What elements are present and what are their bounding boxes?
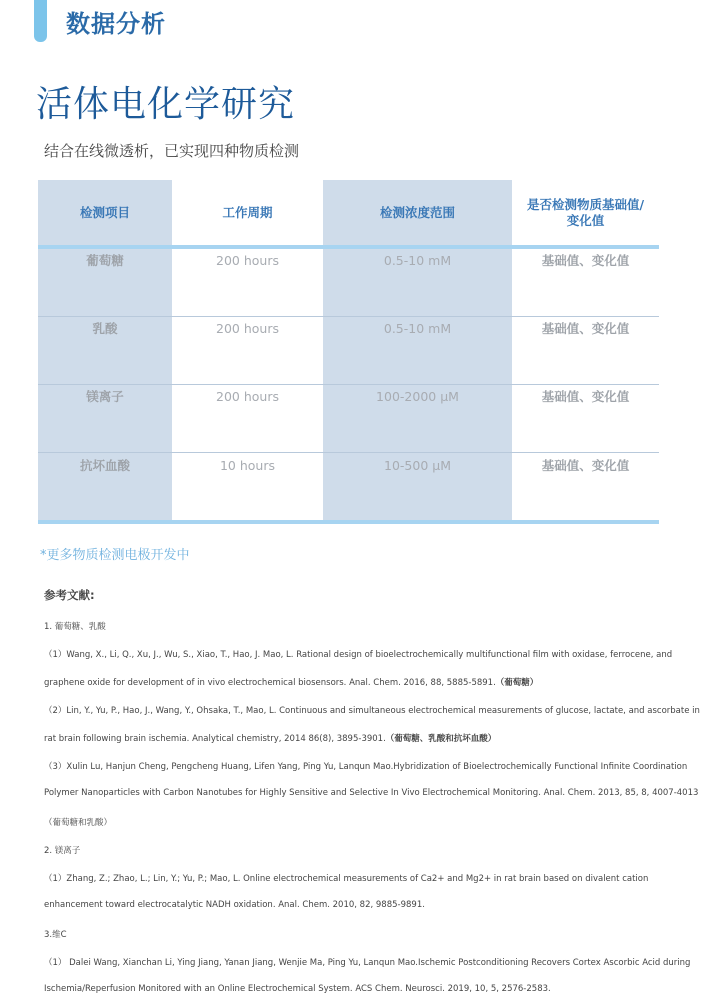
table-cell: 0.5-10 mM [383, 252, 452, 268]
table-cell: 葡萄糖 [86, 253, 124, 268]
reference-line: （1）Zhang, Z.; Zhao, L.; Lin, Y.; Yu, P.; Mao, L. Online electrochemical measurements of Ca2+ and Mg2+ in rat brain based on divalent cation [44, 874, 649, 884]
table-cell: 0.5-10 mM [383, 320, 452, 336]
table-header-baseline: 是否检测物质基础值/ 变化值 [526, 197, 645, 228]
table-cell: 基础值、变化值 [541, 253, 630, 268]
table-header-item: 检测项目 [79, 205, 130, 220]
table-cell: 200 hours [216, 320, 279, 336]
table-cell: 10 hours [219, 457, 276, 473]
table-cell: 抗坏血酸 [79, 458, 130, 473]
reference-line: （3）Xulin Lu, Hanjun Cheng, Pengcheng Huang, Lifen Yang, Ping Yu, Lanqun Mao.Hybridization of Bioelectrochemically Functional Infinite Coordination [44, 762, 688, 772]
table-cell: 乳酸 [92, 321, 118, 336]
page-subtitle: 结合在线微透析，已实现四种物质检测 [44, 142, 300, 160]
table-cell: 200 hours [216, 388, 279, 404]
page-title: 活体电化学研究 [36, 84, 296, 125]
reference-text: rat brain following brain ischemia. Analytical chemistry, 2014 86(8), 3895-3901. [44, 734, 386, 744]
table-bottom-border [38, 520, 659, 524]
table-cell: 10-500 μM [384, 457, 451, 473]
reference-tag: （葡萄糖） [495, 678, 539, 688]
table-cell: 镁离子 [86, 389, 124, 404]
table-header-range: 检测浓度范围 [379, 205, 455, 220]
table-row-divider [38, 452, 659, 453]
reference-line: （1）Wang, X., Li, Q., Xu, J., Wu, S., Xiao, T., Hao, J. Mao, L. Rational design of bioelectrochemically multifunctional film with oxidase, ferrocene, and [44, 650, 673, 660]
table-cell: 200 hours [216, 252, 279, 268]
development-note: *更多物质检测电极开发中 [40, 548, 190, 563]
reference-tag: （葡萄糖、乳酸和抗坏血酸） [385, 734, 497, 744]
table-cell: 基础值、变化值 [541, 458, 630, 473]
table-row-divider [38, 384, 659, 385]
section-title: 数据分析 [66, 10, 166, 38]
reference-line [44, 732, 496, 744]
reference-line: Polymer Nanoparticles with Carbon Nanotubes for Highly Sensitive and Selective In Vivo Electrochemical Monitoring. Anal. Chem. 2013, 85, 8, 4007-4013 [44, 788, 699, 798]
reference-tag: （葡萄糖和乳酸） [44, 818, 113, 828]
table-cell: 基础值、变化值 [541, 389, 630, 404]
table-row-divider [38, 316, 659, 317]
reference-line [44, 676, 538, 688]
table-cell: 100-2000 μM [376, 388, 459, 404]
header-accent-bar [34, 0, 47, 42]
reference-line: Ischemia/Reperfusion Monitored with an Online Electrochemical System. ACS Chem. Neurosci. 2019, 10, 5, 2576-2583. [44, 984, 551, 994]
table-header-divider [38, 245, 659, 249]
reference-group-label: 1. 葡萄糖、乳酸 [44, 622, 106, 632]
reference-line: （1） Dalei Wang, Xianchan Li, Ying Jiang, Yanan Jiang, Wenjie Ma, Ping Yu, Lanqun Mao.Ischemic Postconditioning Recovers Cortex Ascorbic Acid during [44, 958, 691, 968]
table-header-period: 工作周期 [222, 205, 273, 220]
reference-line: enhancement toward electrocatalytic NADH oxidation. Anal. Chem. 2010, 82, 9885-9891. [44, 900, 425, 910]
references-heading: 参考文献: [44, 588, 95, 602]
reference-group-label: 2. 镁离子 [44, 846, 81, 856]
reference-text: graphene oxide for development of in vivo electrochemical biosensors. Anal. Chem. 2016, 88, 5885-5891. [44, 678, 496, 688]
reference-group-label: 3.维C [44, 930, 67, 940]
table-cell: 基础值、变化值 [541, 321, 630, 336]
reference-line: （2）Lin, Y., Yu, P., Hao, J., Wang, Y., Ohsaka, T., Mao, L. Continuous and simultaneous electrochemical measurements of glucose, lactate, and ascorbate in [44, 706, 700, 716]
detection-table [38, 180, 659, 524]
